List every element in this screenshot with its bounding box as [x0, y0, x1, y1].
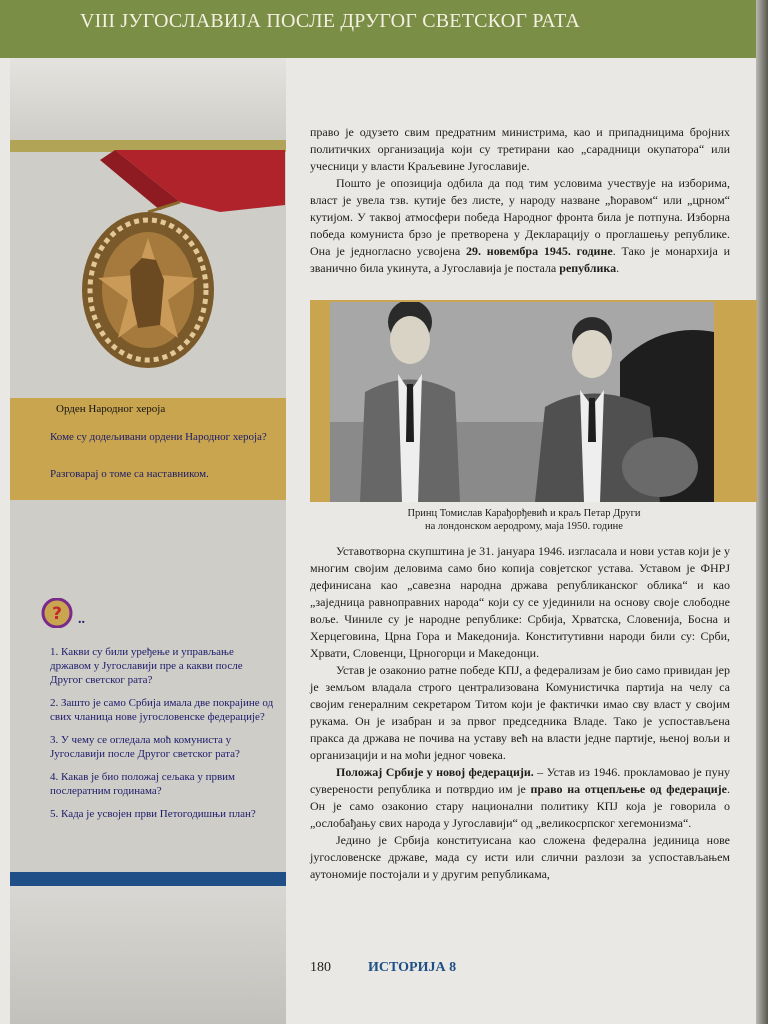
paragraph-text: – Устав из 1946. прокламовао је пуну суверености република и потврдио им је	[310, 765, 730, 796]
order-of-people-hero-medal	[60, 150, 285, 380]
bold-term: право на отцепљење од федерације	[530, 782, 727, 796]
medal-question: Коме су додељивани ордени Народног хероја?	[50, 431, 267, 443]
photo-caption	[318, 507, 730, 533]
question-item: 3. У чему се огледала моћ комуниста у Југославији после Другог светског рата?	[50, 734, 240, 760]
paragraph: Устав је озаконио ратне победе КПЈ, а федерализам је био само привидан јер је земљом владала строго централизована Комунистичка партија на челу са својим генералним секретаром Титом који је фактички имао сву власт у својим рукама. Он је изабран и за првог председника Владе. Тако је успостављена пракса да држава не почива на уставу већ на власти једне партије, њеној вољи и организацији и на моћи једног човека.	[310, 663, 730, 762]
question-item: 2. Зашто је само Србија имала две покрајине од свих чланица нове југословенске федерације?	[50, 697, 274, 723]
photo-caption-line: Принц Томислав Карађорђевић и краљ Петар Други	[407, 508, 641, 519]
main-text-top	[310, 124, 730, 277]
question-badge-glyph: ?	[52, 604, 62, 624]
main-text-bottom	[310, 543, 730, 883]
medal-caption-title: Орден Народног хероја	[56, 403, 166, 415]
paragraph	[310, 175, 730, 277]
paragraph	[310, 764, 730, 832]
bold-date: 29. новембра 1945. године	[466, 244, 613, 258]
section-heading: Положај Србије у новој федерацији.	[336, 765, 534, 779]
page-edge-shadow	[756, 0, 768, 1024]
chapter-title: VIII ЈУГОСЛАВИЈА ПОСЛЕ ДРУГОГ СВЕТСКОГ РАТА	[80, 10, 581, 32]
archival-photo	[330, 302, 714, 502]
bold-term: република	[559, 261, 617, 275]
book-title: ИСТОРИЈА 8	[368, 960, 457, 975]
question-item: 5. Када је усвојен први Петогодишњи план?	[50, 808, 256, 820]
page-number: 180	[310, 960, 331, 975]
question-item: 4. Какав је био положај сељака у првим послератним годинама?	[50, 771, 236, 797]
paragraph-text: Пошто је опозиција одбила да под тим условима учествује на изборима, власт је увела тзв. кутије без листе, у народу назване „ћоравом“ или „црном“ кутијом. У таквој атмосфери победа Народног фронта била је потпуна. Изборна победа комуниста брзо је претворена у Декларацију о проглашењу републике. Она је једногласно усвојена	[310, 176, 730, 258]
blue-divider-bar	[10, 872, 286, 886]
question-item: 1. Какви су били уређење и управљање државом у Југославији пре а какви после Другог светског рата?	[50, 646, 243, 686]
question-mark-icon	[40, 598, 76, 628]
paragraph: право је одузето свим предратним министрима, као и припадницима бројних политичких организација који су третирани као „сарадници окупатора“ или учесници у власти Краљевине Југославије.	[310, 125, 730, 173]
left-sidebar-top	[10, 58, 286, 148]
paragraph-text: . Тако је монархија и званично била укинута, а Југославија је постала	[310, 244, 730, 275]
paragraph-text: .	[616, 261, 620, 275]
paragraph: Уставотворна скупштина је 31. јануара 1946. изгласала и нови устав који је у многим својим деловима само био копија совјетског устава. Уставом је ФНРЈ дефинисана као „савезна народна држава републиканског облика“ и као „заједница равноправних народа“ који су се ујединили на основу своје слободне воље. Чиниле су је народне републике: Србија, Хрватска, Словенија, Босна и Херцеговина, Црна Гора и Македонија. Конститутивни народи били су: Срби, Хрвати, Словенци, Црногорци и Македонци.	[310, 544, 730, 660]
paragraph-text: . Он је само озаконио стару национални политику КПЈ која је говорила о „ослобађању свих народа у Југославији“ од „великосрпског хегемонизма“.	[310, 782, 730, 830]
question-dots: ..	[78, 612, 85, 627]
left-sidebar-bottom	[10, 886, 286, 1024]
medal-discussion-prompt: Разговарај о томе са наставником.	[50, 468, 209, 480]
review-questions-list	[50, 645, 275, 830]
paragraph: Једино је Србија конституисана као сложена федерална јединица нове југословенске државе, мада су исти или слични разлози за успостављањем аутономије постојали и у другим републикама,	[310, 833, 730, 881]
photo-caption-line: на лондонском аеродрому, маја 1950. године	[425, 521, 623, 532]
